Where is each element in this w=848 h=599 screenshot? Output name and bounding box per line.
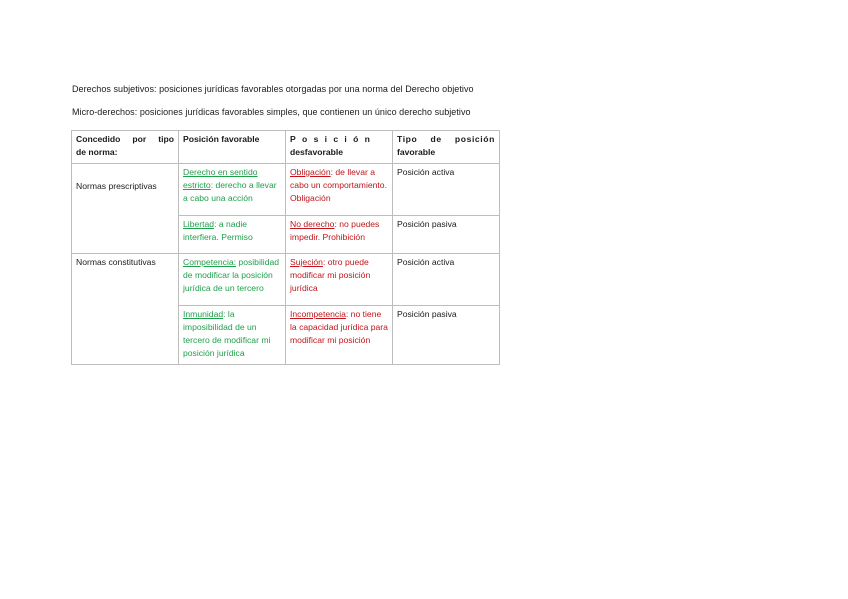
legal-positions-table <box>71 130 500 365</box>
favorable-desc: posibilidad de modificar la posición jurídica de un tercero <box>183 257 280 293</box>
header-norm-type: Concedido por tipo de norma: <box>72 131 179 164</box>
table-header-row <box>72 131 500 164</box>
unfavorable-desc: : otro puede modificar mi posición jurídica <box>290 257 371 293</box>
position-type-cell: Posición activa <box>393 164 500 216</box>
unfavorable-desc: : no tiene la capacidad jurídica para modificar mi posición <box>290 309 388 345</box>
favorable-term: Libertad <box>183 219 215 229</box>
favorable-cell <box>179 216 286 254</box>
favorable-desc: : derecho a llevar a cabo una acción <box>183 180 277 203</box>
favorable-term: Competencia: <box>183 257 237 267</box>
unfavorable-term: No derecho <box>290 219 335 229</box>
position-type-cell: Posición activa <box>393 254 500 306</box>
unfavorable-cell <box>286 254 393 306</box>
header-unfavorable: Posición desfavorable <box>286 131 393 164</box>
unfavorable-desc: : de llevar a cabo un comportamiento. Obligación <box>290 167 387 203</box>
favorable-term: Derecho en sentido estricto <box>183 167 258 190</box>
favorable-cell <box>179 306 286 365</box>
unfavorable-term: Sujeción <box>290 257 323 267</box>
table-row <box>72 254 500 306</box>
position-type-cell: Posición pasiva <box>393 306 500 365</box>
favorable-term: Inmunidad <box>183 309 224 319</box>
norm-type-cell: Normas prescriptivas <box>72 164 179 254</box>
favorable-cell <box>179 254 286 306</box>
unfavorable-cell <box>286 306 393 365</box>
header-favorable: Posición favorable <box>179 131 286 164</box>
header-position-type: Tipo de posición favorable <box>393 131 500 164</box>
intro-line-micro-rights: Micro-derechos: posiciones jurídicas favorables simples, que contienen un único derecho subjetivo <box>72 107 471 117</box>
unfavorable-term: Incompetencia <box>290 309 346 319</box>
favorable-desc: : la imposibilidad de un tercero de modificar mi posición jurídica <box>183 309 271 358</box>
unfavorable-term: Obligación <box>290 167 331 177</box>
table-row <box>72 164 500 216</box>
unfavorable-cell <box>286 216 393 254</box>
favorable-cell <box>179 164 286 216</box>
norm-type-cell: Normas constitutivas <box>72 254 179 365</box>
intro-line-subjective-rights: Derechos subjetivos: posiciones jurídicas favorables otorgadas por una norma del Derecho objetivo <box>72 84 474 94</box>
unfavorable-cell <box>286 164 393 216</box>
unfavorable-desc: : no puedes impedir. Prohibición <box>290 219 380 242</box>
position-type-cell: Posición pasiva <box>393 216 500 254</box>
favorable-desc: : a nadie interfiera. Permiso <box>183 219 253 242</box>
